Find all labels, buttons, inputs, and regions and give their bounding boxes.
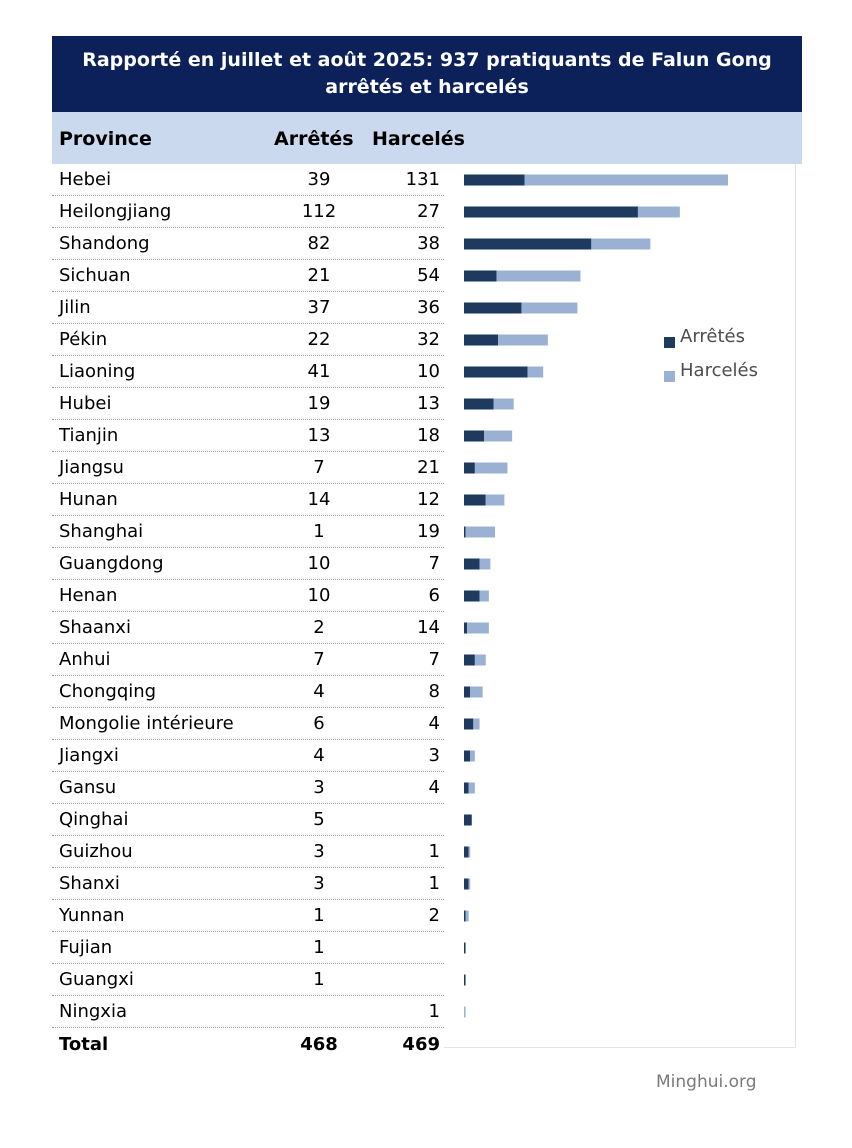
bar-arretes-20: [464, 815, 472, 826]
arretes-value: 19: [307, 393, 331, 414]
arretes-value: 13: [307, 425, 331, 446]
bar-harceles-21: [469, 847, 471, 858]
province-name: Liaoning: [59, 361, 136, 382]
province-name: Ningxia: [59, 1001, 127, 1022]
bar-harceles-6: [528, 367, 544, 378]
arretes-value: 1: [313, 969, 325, 990]
bar-arretes-2: [464, 239, 591, 250]
harceles-value: 54: [417, 265, 440, 286]
harceles-column-header: Harcelés: [372, 128, 465, 150]
bar-arretes-21: [464, 847, 469, 858]
bar-harceles-4: [521, 303, 577, 314]
harceles-value: 1: [428, 873, 440, 894]
arretes-value: 41: [307, 361, 331, 382]
harceles-value: 7: [428, 553, 440, 574]
total-harceles: 469: [402, 1034, 440, 1055]
harceles-value: 1: [428, 841, 440, 862]
arretes-value: 4: [313, 745, 325, 766]
legend-swatch-arretes: [664, 337, 675, 348]
province-name: Anhui: [59, 649, 111, 670]
province-name: Mongolie intérieure: [59, 713, 234, 734]
bar-harceles-13: [480, 591, 489, 602]
bar-arretes-3: [464, 271, 497, 282]
harceles-value: 10: [417, 361, 440, 382]
bar-harceles-22: [469, 879, 471, 890]
arretes-value: 3: [313, 841, 325, 862]
bar-arretes-18: [464, 751, 470, 762]
arretes-value: 1: [313, 905, 325, 926]
bar-harceles-11: [466, 527, 496, 538]
province-name: Guizhou: [59, 841, 133, 862]
province-name: Jiangxi: [59, 745, 119, 766]
harceles-value: 3: [428, 745, 440, 766]
harceles-value: 4: [428, 713, 440, 734]
harceles-value: 6: [428, 585, 440, 606]
bar-arretes-13: [464, 591, 480, 602]
bar-harceles-2: [591, 239, 650, 250]
total-arretes: 468: [300, 1034, 338, 1055]
province-name: Pékin: [59, 329, 108, 350]
province-name: Hunan: [59, 489, 118, 510]
province-name: Sichuan: [59, 265, 131, 286]
harceles-value: 14: [417, 617, 440, 638]
bar-arretes-19: [464, 783, 469, 794]
bar-arretes-4: [464, 303, 521, 314]
harceles-value: 2: [428, 905, 440, 926]
province-name: Jilin: [59, 297, 91, 318]
arretes-value: 112: [301, 201, 337, 222]
arretes-value: 1: [313, 937, 325, 958]
bar-harceles-0: [525, 175, 728, 186]
total-label: Total: [59, 1034, 109, 1055]
arretes-value: 82: [307, 233, 331, 254]
bar-arretes-22: [464, 879, 469, 890]
province-name: Shanghai: [59, 521, 144, 542]
harceles-value: 13: [417, 393, 440, 414]
arretes-value: 3: [313, 873, 325, 894]
province-name: Jiangsu: [59, 457, 124, 478]
bar-harceles-18: [470, 751, 475, 762]
arretes-value: 2: [313, 617, 325, 638]
arretes-value: 21: [307, 265, 331, 286]
province-name: Hebei: [59, 169, 112, 190]
arretes-value: 4: [313, 681, 325, 702]
province-name: Fujian: [59, 937, 113, 958]
province-column-header: Province: [59, 128, 152, 150]
harceles-value: 38: [417, 233, 440, 254]
bar-arretes-24: [464, 943, 466, 954]
province-name: Hubei: [59, 393, 112, 414]
harceles-value: 27: [417, 201, 440, 222]
arretes-column-header: Arrêtés: [274, 128, 354, 150]
bar-harceles-7: [494, 399, 514, 410]
harceles-value: 18: [417, 425, 440, 446]
arretes-value: 10: [307, 553, 331, 574]
province-name: Gansu: [59, 777, 117, 798]
bar-arretes-0: [464, 175, 525, 186]
harceles-value: 8: [428, 681, 440, 702]
arretes-value: 14: [307, 489, 331, 510]
arretes-value: 7: [313, 649, 325, 670]
province-name: Tianjin: [59, 425, 119, 446]
bar-arretes-17: [464, 719, 473, 730]
bar-harceles-26: [464, 1007, 466, 1018]
bar-arretes-1: [464, 207, 638, 218]
bar-arretes-12: [464, 559, 480, 570]
bar-arretes-11: [464, 527, 466, 538]
bar-harceles-8: [484, 431, 512, 442]
arretes-value: 6: [313, 713, 325, 734]
bar-arretes-5: [464, 335, 498, 346]
bar-arretes-23: [464, 911, 466, 922]
arretes-value: 39: [307, 169, 331, 190]
province-name: Guangdong: [59, 553, 164, 574]
bar-arretes-6: [464, 367, 528, 378]
bar-harceles-10: [486, 495, 505, 506]
province-name: Qinghai: [59, 809, 129, 830]
legend-label-harceles: Harcelés: [680, 360, 758, 381]
harceles-value: 36: [417, 297, 440, 318]
province-name: Henan: [59, 585, 118, 606]
bar-harceles-23: [466, 911, 469, 922]
harceles-value: 32: [417, 329, 440, 350]
bar-arretes-14: [464, 623, 467, 634]
title-line-1: Rapporté en juillet et août 2025: 937 pratiquants de Falun Gong: [82, 49, 772, 71]
bar-harceles-9: [475, 463, 508, 474]
bar-harceles-15: [475, 655, 486, 666]
legend-swatch-harceles: [664, 371, 675, 382]
arretes-value: 5: [313, 809, 325, 830]
bar-arretes-10: [464, 495, 486, 506]
bar-arretes-7: [464, 399, 494, 410]
bar-harceles-3: [497, 271, 581, 282]
arretes-value: 37: [307, 297, 331, 318]
province-name: Guangxi: [59, 969, 134, 990]
province-name: Yunnan: [59, 905, 125, 926]
province-name: Shandong: [59, 233, 150, 254]
bar-harceles-1: [638, 207, 680, 218]
harceles-value: 19: [417, 521, 440, 542]
harceles-value: 131: [405, 169, 440, 190]
title-line-2: arrêtés et harcelés: [325, 76, 529, 98]
bar-harceles-19: [469, 783, 475, 794]
bar-harceles-14: [467, 623, 489, 634]
arretes-value: 10: [307, 585, 331, 606]
bar-harceles-12: [480, 559, 491, 570]
bar-arretes-16: [464, 687, 470, 698]
bar-harceles-5: [498, 335, 548, 346]
bar-arretes-9: [464, 463, 475, 474]
arretes-value: 1: [313, 521, 325, 542]
harceles-value: 12: [417, 489, 440, 510]
legend-label-arretes: Arrêtés: [680, 326, 745, 347]
arretes-value: 3: [313, 777, 325, 798]
arretes-value: 22: [307, 329, 331, 350]
province-name: Shaanxi: [59, 617, 131, 638]
harceles-value: 1: [428, 1001, 440, 1022]
bar-harceles-16: [470, 687, 482, 698]
province-name: Heilongjiang: [59, 201, 172, 222]
bar-arretes-15: [464, 655, 475, 666]
harceles-value: 7: [428, 649, 440, 670]
arretes-value: 7: [313, 457, 325, 478]
source-credit: Minghui.org: [656, 1072, 757, 1092]
harceles-value: 21: [417, 457, 440, 478]
bar-arretes-8: [464, 431, 484, 442]
bar-harceles-17: [473, 719, 479, 730]
province-name: Shanxi: [59, 873, 120, 894]
harceles-value: 4: [428, 777, 440, 798]
province-name: Chongqing: [59, 681, 157, 702]
bar-arretes-25: [464, 975, 466, 986]
